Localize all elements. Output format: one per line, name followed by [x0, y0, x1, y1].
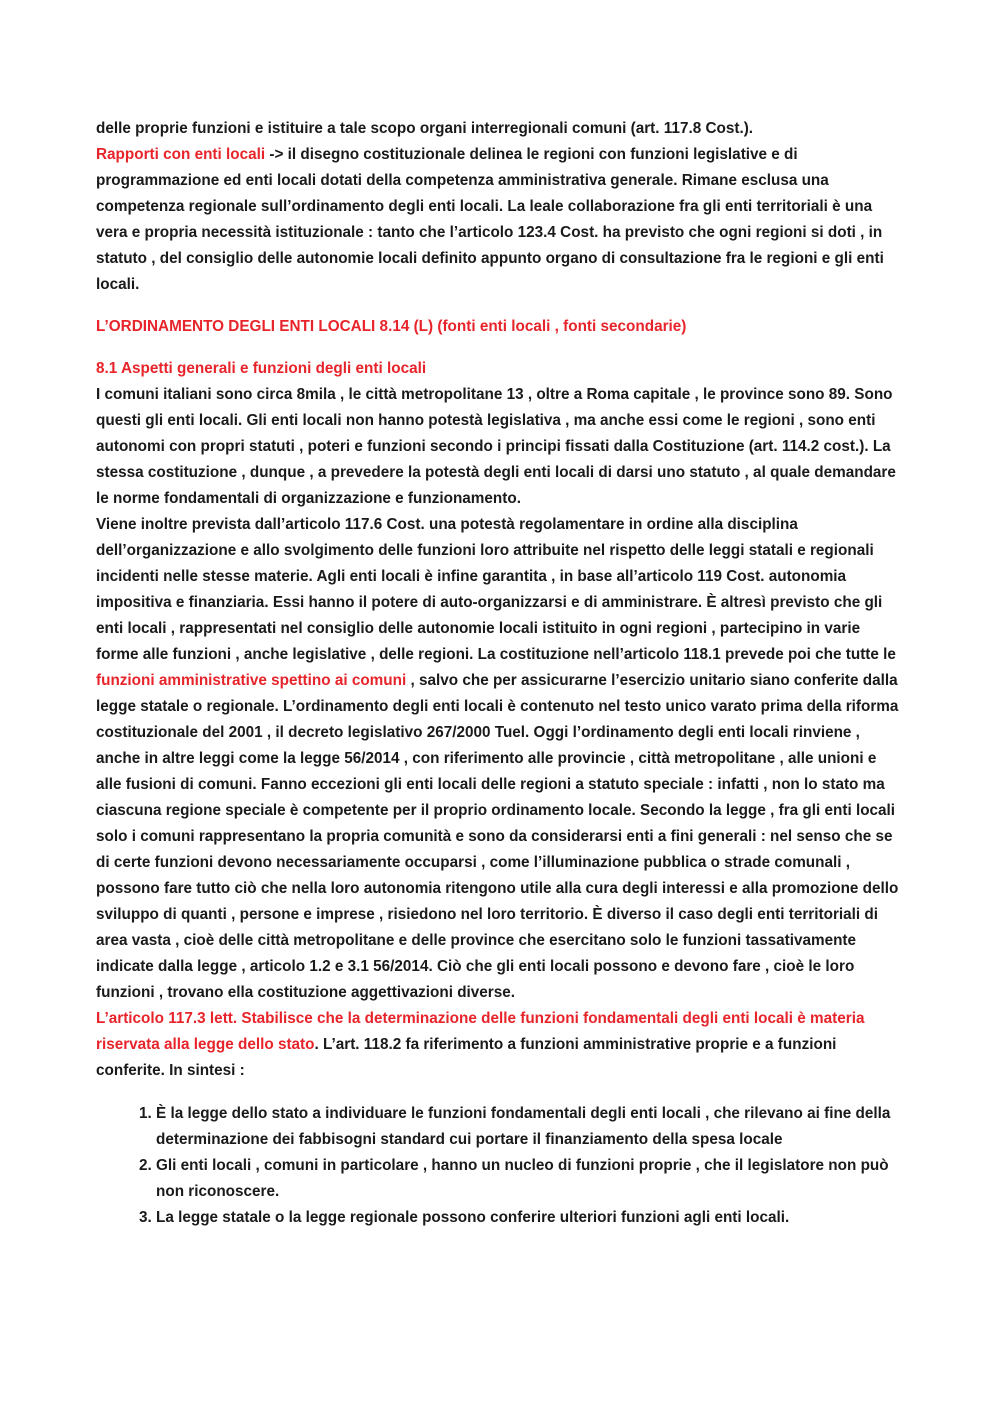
document-page — [96, 116, 904, 1231]
highlight-funzioni-amministrative: funzioni amministrative spettino ai comuni — [96, 672, 407, 689]
highlight-articolo-117-3: L’articolo 117.3 lett. Stabilisce che la determinazione delle funzioni fondamentali degli enti locali è materia riservata alla legge dello stato — [96, 1010, 865, 1053]
list-item: 1. È la legge dello stato a individuare le funzioni fondamentali degli enti locali , che rilevano ai fine della determinazione dei fabbisogni standard cui portare il finanziamento della spesa locale — [156, 1101, 904, 1153]
section-heading-ordinamento: L’ORDINAMENTO DEGLI ENTI LOCALI 8.14 (L) (fonti enti locali , fonti secondarie) — [96, 318, 687, 335]
paragraph-articolo-117-3-text: . L’art. 118.2 fa riferimento a funzioni amministrative proprie e a funzioni conferite. In sintesi : — [96, 1036, 837, 1079]
paragraph-rapporti-enti-locali — [96, 142, 904, 298]
paragraph-articolo-117-3 — [96, 1006, 904, 1084]
paragraph-potesta-regolamentare — [96, 512, 904, 1006]
paragraph-potesta-text-a: Viene inoltre prevista dall’articolo 117.6 Cost. una potestà regolamentare in ordine alla disciplina dell’organizzazione e allo svolgimento delle funzioni loro attribuite nel rispetto delle leggi statali e regionali incidenti nelle stesse materie. Agli enti locali è infine garantita , in base all’articolo 119 Cost. autonomia impositiva e finanziaria. Essi hanno il potere di auto-organizzarsi e di amministrare. È altresì previsto che gli enti locali , rappresentati nel consiglio delle autonomie locali istituito in ogni regioni , partecipino in varie forme alle funzioni , anche legislative , delle regioni. La costituzione nell’articolo 118.1 prevede poi che tutte le — [96, 516, 896, 663]
list-item: 2. Gli enti locali , comuni in particolare , hanno un nucleo di funzioni proprie , che il legislatore non può non riconoscere. — [156, 1153, 904, 1205]
paragraph-rapporti-text: -> il disegno costituzionale delinea le regioni con funzioni legislative e di programmazione ed enti locali dotati della competenza amministrativa generale. Rimane esclusa una competenza regionale sull’ordinamento degli enti locali. La leale collaborazione fra gli enti territoriali è una vera e propria necessità istituzionale : tanto che l’articolo 123.4 Cost. ha previsto che ogni regioni si doti , in statuto , del consiglio delle autonomie locali definito appunto organo di consultazione fra le regioni e gli enti locali. — [96, 146, 884, 293]
paragraph-comuni-italiani: I comuni italiani sono circa 8mila , le città metropolitane 13 , oltre a Roma capitale , le province sono 89. Sono questi gli enti locali. Gli enti locali non hanno potestà legislativa , ma anche essi come le regioni , sono enti autonomi con propri statuti , poteri e funzioni secondo i principi fissati dalla Costituzione (art. 114.2 cost.). La stessa costituzione , dunque , a prevedere la potestà degli enti locali di darsi uno statuto , al quale demandare le norme fondamentali di organizzazione e funzionamento. — [96, 386, 896, 507]
paragraph-potesta-text-b: , salvo che per assicurarne l’esercizio unitario siano conferite dalla legge statale o regionale. L’ordinamento degli enti locali è contenuto nel testo unico varato prima della riforma costituzionale del 2001 , il decreto legislativo 267/2000 Tuel. Oggi l’ordinamento degli enti locali rinviene , anche in altre leggi come la legge 56/2014 , con riferimento alle provincie , città metropolitane , alle unioni e alle fusioni di comuni. Fanno eccezioni gli enti locali delle regioni a statuto speciale : infatti , non lo stato ma ciascuna regione speciale è competente per il proprio ordinamento locale. Secondo la legge , fra gli enti locali solo i comuni rappresentano la propria comunità e sono da considerarsi enti a fini generali : nel senso che se di certe funzioni devono necessariamente occuparsi , come l’illuminazione pubblica o strade comunali , possono fare tutto ciò che nella loro autonomia ritengono utile alla cura degli interessi e alla promozione dello sviluppo di quanti , persone e imprese , risiedono nel loro territorio. È diverso il caso degli enti territoriali di area vasta , cioè delle città metropolitane e delle province che esercitano solo le funzioni tassativamente indicate dalla legge , articolo 1.2 e 3.1 56/2014. Ciò che gli enti locali possono e devono fare , cioè le loro funzioni , trovano ella costituzione aggettivazioni diverse. — [96, 672, 899, 1001]
paragraph-intro-continuation: delle proprie funzioni e istituire a tale scopo organi interregionali comuni (art. 117.8 Cost.). — [96, 120, 754, 137]
summary-list — [96, 1101, 904, 1231]
subsection-heading-aspetti: 8.1 Aspetti generali e funzioni degli enti locali — [96, 360, 427, 377]
highlight-rapporti-label: Rapporti con enti locali — [96, 146, 266, 163]
list-item: 3. La legge statale o la legge regionale possono conferire ulteriori funzioni agli enti locali. — [156, 1205, 904, 1231]
